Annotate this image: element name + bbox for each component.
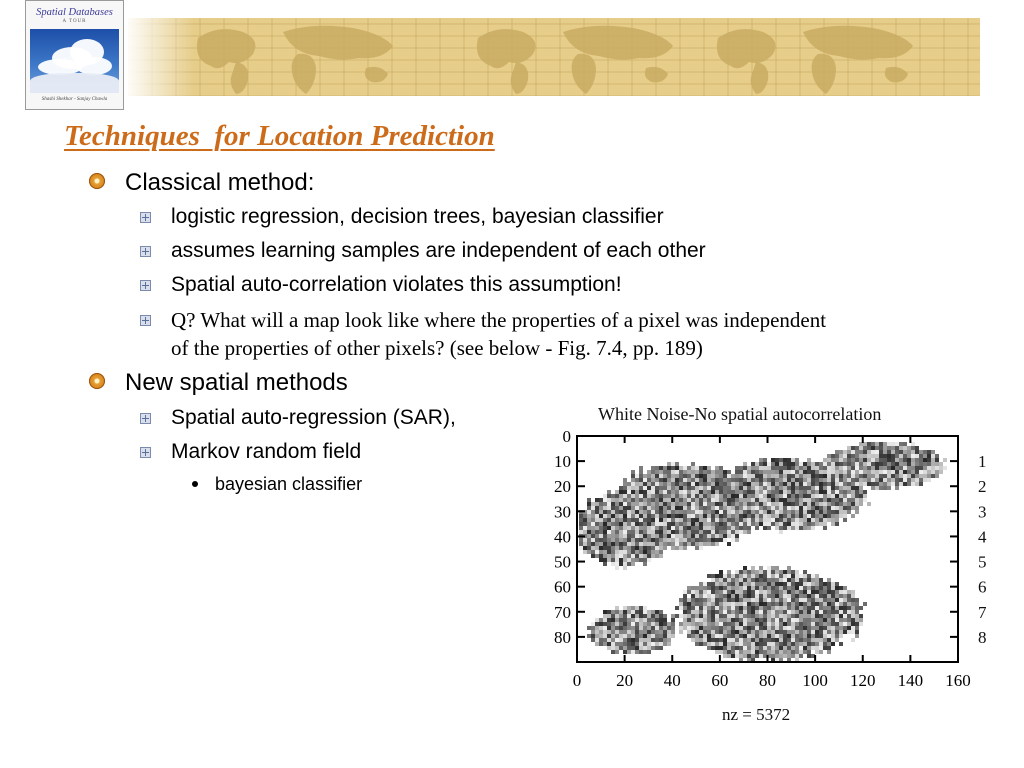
continent-shape (812, 54, 836, 94)
y-tick-label: 80 (554, 627, 571, 647)
x-tick-label: 120 (850, 671, 876, 690)
bullet-sar: Spatial auto-regression (SAR), (171, 406, 456, 429)
x-tick-label: 80 (759, 671, 776, 690)
bullet-markov-random-field: Markov random field (171, 440, 362, 463)
continent-shape (885, 67, 908, 82)
noise-heatmap (579, 442, 947, 662)
right-tick-label: 1 (978, 452, 987, 472)
continent-shape (572, 54, 596, 94)
y-tick-label: 60 (554, 577, 571, 597)
book-sky-image (30, 29, 119, 93)
continent-shape (231, 62, 249, 94)
sub-bullet-icon (140, 280, 151, 291)
bullet-icon (89, 173, 105, 189)
right-tick-label: 3 (978, 502, 987, 522)
x-tick-labels (573, 671, 971, 690)
x-tick-label: 60 (711, 671, 729, 690)
continent-shape (717, 29, 776, 68)
bullet-independent-samples: assumes learning samples are independent of each other (171, 239, 706, 262)
banner-fade (124, 0, 194, 110)
y-tick-label: 30 (554, 502, 571, 522)
x-tick-label: 20 (616, 671, 634, 690)
x-tick-label: 100 (802, 671, 828, 690)
continent-shape (751, 62, 769, 94)
bullet-logistic-regression: logistic regression, decision trees, bayesian classifier (171, 205, 664, 228)
right-tick-label: 6 (978, 577, 987, 597)
white-noise-chart (540, 398, 1000, 728)
bullet-icon (89, 373, 105, 389)
right-tick-labels (978, 452, 987, 647)
right-tick-label: 2 (978, 477, 987, 497)
book-subtitle: A TOUR (62, 19, 87, 24)
header-banner (128, 18, 980, 96)
continent-shape (645, 67, 668, 82)
sub-bullet-icon (140, 413, 151, 424)
y-tick-label: 20 (554, 477, 571, 497)
sub-bullet-icon (140, 212, 151, 223)
continent-shape (511, 62, 529, 94)
sub-bullet-icon (140, 315, 151, 326)
white-noise-figure (540, 398, 1000, 728)
right-tick-label: 5 (978, 552, 987, 572)
y-tick-label: 0 (562, 427, 571, 446)
y-tick-label: 10 (554, 452, 571, 472)
y-tick-label: 70 (554, 602, 571, 622)
x-tick-label: 160 (945, 671, 971, 690)
figure-title: White Noise-No spatial autocorrelation (598, 404, 882, 424)
y-tick-label: 40 (554, 527, 571, 547)
right-tick-label: 4 (978, 527, 987, 547)
bullet-question-line1: Q? What will a map look like where the properties of a pixel was independent (171, 308, 827, 332)
sub-bullet-icon (140, 447, 151, 458)
y-tick-label: 50 (554, 552, 571, 572)
slide-title: Techniques for Location Prediction (64, 120, 495, 152)
x-axis-label: nz = 5372 (722, 705, 791, 724)
x-tick-label: 140 (897, 671, 924, 690)
bullet-classical-method: Classical method: (125, 169, 315, 196)
book-authors: Shashi Shekhar - Sanjay Chawla (41, 97, 108, 102)
book-cover-image (25, 0, 124, 110)
continent-shape (197, 29, 256, 68)
x-tick-label: 40 (663, 671, 681, 690)
book-title: Spatial Databases (36, 7, 113, 18)
bullet-new-spatial-methods: New spatial methods (125, 369, 348, 396)
bullet-bayesian-classifier: bayesian classifier (215, 474, 363, 494)
world-map-image (128, 18, 980, 96)
bullet-question-line2: of the properties of other pixels? (see below - Fig. 7.4, pp. 189) (171, 336, 703, 360)
x-tick-label: 0 (572, 671, 582, 690)
continent-shape (477, 29, 536, 68)
right-tick-label: 8 (978, 627, 987, 647)
dot-bullet-icon (192, 481, 198, 487)
sub-bullet-icon (140, 246, 151, 257)
y-tick-labels (554, 427, 571, 647)
right-tick-label: 7 (978, 602, 987, 622)
continent-shape (292, 54, 316, 94)
bullet-autocorrelation-violates: Spatial auto-correlation violates this assumption! (171, 273, 622, 296)
